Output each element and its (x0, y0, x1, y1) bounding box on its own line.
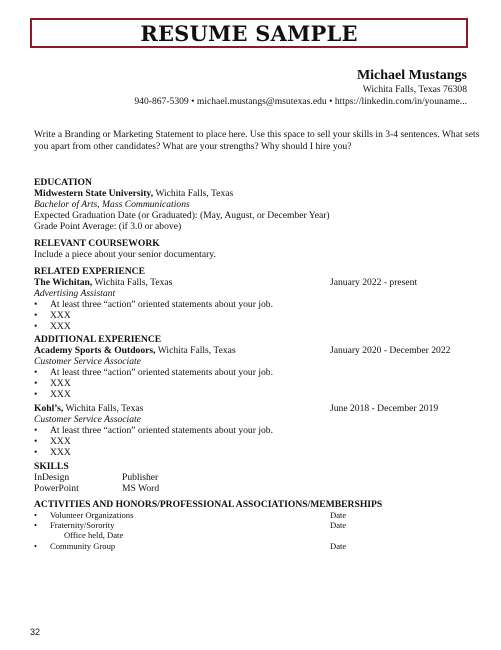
bullet-text: XXX (50, 321, 71, 332)
related-org (34, 277, 172, 288)
activity-date: Date (330, 541, 347, 551)
list-item (34, 378, 71, 389)
bullet-icon: • (34, 310, 38, 321)
activity-label: Community Group (50, 541, 116, 551)
job-title: Customer Service Associate (34, 414, 141, 425)
job-org-name: Kohl’s, (34, 403, 64, 414)
education-heading: EDUCATION (34, 177, 92, 188)
education-gpa: Grade Point Average: (if 3.0 or above) (34, 221, 182, 232)
activity-date: Date (330, 520, 347, 530)
list-item (34, 367, 273, 378)
bullet-text: At least three “action” oriented statements about your job. (50, 367, 273, 378)
list-item (34, 389, 71, 400)
list-item (34, 436, 71, 447)
list-item (34, 541, 115, 551)
bullet-text: XXX (50, 310, 71, 321)
activity-sub: Office held, Date (64, 530, 124, 540)
bullet-icon: • (34, 510, 38, 520)
bullet-icon: • (34, 436, 38, 447)
page-title: RESUME SAMPLE (140, 21, 358, 46)
activity-label: Fraternity/Sorority (50, 520, 115, 530)
related-dates: January 2022 - present (330, 277, 418, 288)
activities-heading: ACTIVITIES AND HONORS/PROFESSIONAL ASSOCIATIONS/MEMBERSHIPS (34, 499, 383, 510)
bullet-icon: • (34, 367, 38, 378)
bullet-icon: • (34, 378, 38, 389)
skills-heading: SKILLS (34, 461, 69, 472)
coursework-heading: RELEVANT COURSEWORK (34, 238, 160, 249)
list-item (34, 299, 273, 310)
related-org-name: The Wichitan, (34, 277, 93, 288)
bullet-text: XXX (50, 436, 71, 447)
job-title: Customer Service Associate (34, 356, 141, 367)
job-dates: June 2018 - December 2019 (330, 403, 439, 414)
page-number: 32 (30, 627, 41, 637)
education-school (34, 188, 233, 199)
bullet-icon: • (34, 321, 38, 332)
job-org-name: Academy Sports & Outdoors, (34, 345, 156, 356)
list-item (34, 447, 71, 458)
bullet-text: At least three “action” oriented statements about your job. (50, 425, 273, 436)
related-experience-heading: RELATED EXPERIENCE (34, 266, 145, 277)
list-item (34, 310, 71, 321)
contact-line: 940-867-5309 • michael.mustangs@msutexas.edu • https://linkedin.com/in/youname... (134, 96, 467, 107)
job-dates: January 2020 - December 2022 (330, 345, 451, 356)
bullet-icon: • (34, 520, 38, 530)
candidate-name: Michael Mustangs (356, 68, 467, 83)
school-location: Wichita Falls, Texas (153, 188, 234, 199)
title-banner (30, 18, 468, 48)
statement-line-2: you apart from other candidates? What are your strengths? Why should I hire you? (34, 141, 352, 152)
job-org-location: Wichita Falls, Texas (155, 345, 236, 356)
bullet-icon: • (34, 541, 38, 551)
skill-item: Publisher (122, 472, 159, 483)
related-org-location: Wichita Falls, Texas (92, 277, 173, 288)
list-item (34, 425, 273, 436)
education-degree: Bachelor of Arts, Mass Communications (34, 199, 190, 210)
education-grad-date: Expected Graduation Date (or Graduated): (May, August, or December Year) (34, 210, 330, 221)
job-org (34, 345, 236, 356)
list-item (34, 520, 114, 530)
skill-item: MS Word (122, 483, 160, 494)
job-org-location: Wichita Falls, Texas (63, 403, 144, 414)
activity-date: Date (330, 510, 347, 520)
bullet-text: XXX (50, 447, 71, 458)
coursework-text: Include a piece about your senior documentary. (34, 249, 216, 260)
activity-label: Volunteer Organizations (50, 510, 134, 520)
bullet-icon: • (34, 389, 38, 400)
list-item (34, 321, 71, 332)
bullet-text: XXX (50, 378, 71, 389)
skill-item: PowerPoint (34, 483, 79, 494)
skill-item: InDesign (34, 472, 70, 483)
candidate-location: Wichita Falls, Texas 76308 (362, 84, 467, 95)
list-item (34, 510, 133, 520)
bullet-text: At least three “action” oriented statements about your job. (50, 299, 273, 310)
related-job-title: Advertising Assistant (34, 288, 116, 299)
job-org (34, 403, 143, 414)
bullet-text: XXX (50, 389, 71, 400)
bullet-icon: • (34, 299, 38, 310)
bullet-icon: • (34, 425, 38, 436)
school-name: Midwestern State University, (34, 188, 154, 199)
additional-experience-heading: ADDITIONAL EXPERIENCE (34, 334, 162, 345)
statement-line-1: Write a Branding or Marketing Statement to place here. Use this space to sell your skills in 3-4 sentences. What sets (34, 129, 480, 140)
bullet-icon: • (34, 447, 38, 458)
